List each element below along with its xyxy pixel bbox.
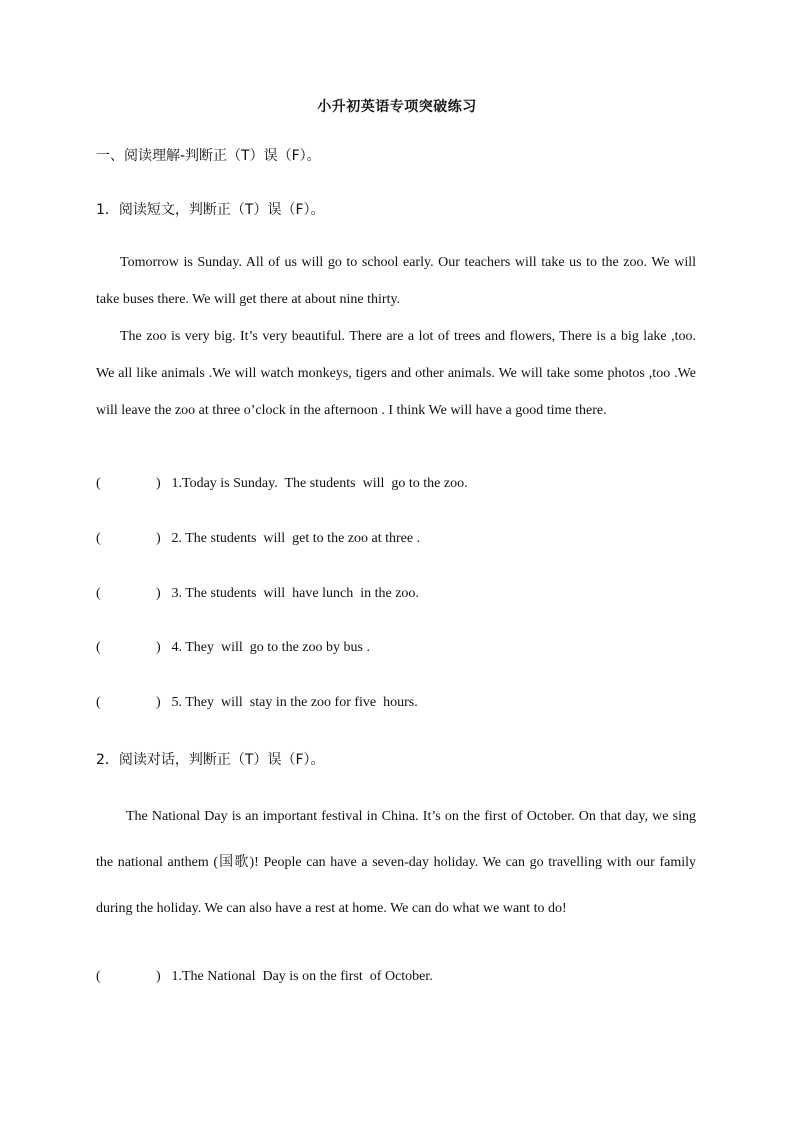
part1-question-2 [96,531,420,547]
answer-blank-open: ( [96,531,101,546]
question-text: 1.Today is Sunday. The students will go to the zoo. [168,476,468,491]
answer-blank-open: ( [96,476,101,491]
answer-blank-close: ) [156,586,161,601]
part1-question-1 [96,476,468,492]
document-title: 小升初英语专项突破练习 [317,99,477,115]
answer-blank-open: ( [96,586,101,601]
question-text: 5. They will stay in the zoo for five hours. [168,695,418,710]
question-text: 4. They will go to the zoo by bus . [168,640,370,655]
part2-paragraph-text: The National Day is an important festival in China. It’s on the first of October. On that day, we sing the national anthem (国歌)! People can have a seven-day holiday. We can go travelling with our family during the holiday. We can also have a rest at home. We can do what we want to do! [96,809,696,916]
section-heading: 一、阅读理解-判断正（T）误（F）。 [96,148,321,164]
part1-question-3 [96,586,419,602]
part2-paragraph [96,794,696,932]
answer-blank-close: ) [156,695,161,710]
answer-blank-open: ( [96,640,101,655]
answer-blank-close: ) [156,531,161,546]
question-text: 1.The National Day is on the first of October. [168,969,433,984]
answer-blank-close: ) [156,640,161,655]
part1-question-4 [96,640,370,656]
part1-paragraph-1-text: Tomorrow is Sunday. All of us will go to school early. Our teachers will take us to the zoo. We will take buses there. We will get there at about nine thirty. [96,255,696,307]
part1-paragraph-1 [96,244,696,318]
answer-blank-close: ) [156,969,161,984]
question-text: 3. The students will have lunch in the zoo. [168,586,419,601]
part1-heading: 1．阅读短文，判断正（T）误（F）。 [96,202,325,218]
answer-blank-open: ( [96,969,101,984]
part1-paragraph-2 [96,318,696,429]
part2-question-1 [96,969,433,985]
question-text: 2. The students will get to the zoo at three . [168,531,421,546]
answer-blank-close: ) [156,476,161,491]
part2-heading: 2．阅读对话，判断正（T）误（F）。 [96,752,325,768]
part1-paragraph-2-text: The zoo is very big. It’s very beautiful. There are a lot of trees and flowers, There is a big lake ,too. We all like animals .We will watch monkeys, tigers and other animals. We will take some photos ,too .We will leave the zoo at three o’clock in the afternoon . I think We will have a good time there. [96,329,696,418]
part1-question-5 [96,695,418,711]
answer-blank-open: ( [96,695,101,710]
